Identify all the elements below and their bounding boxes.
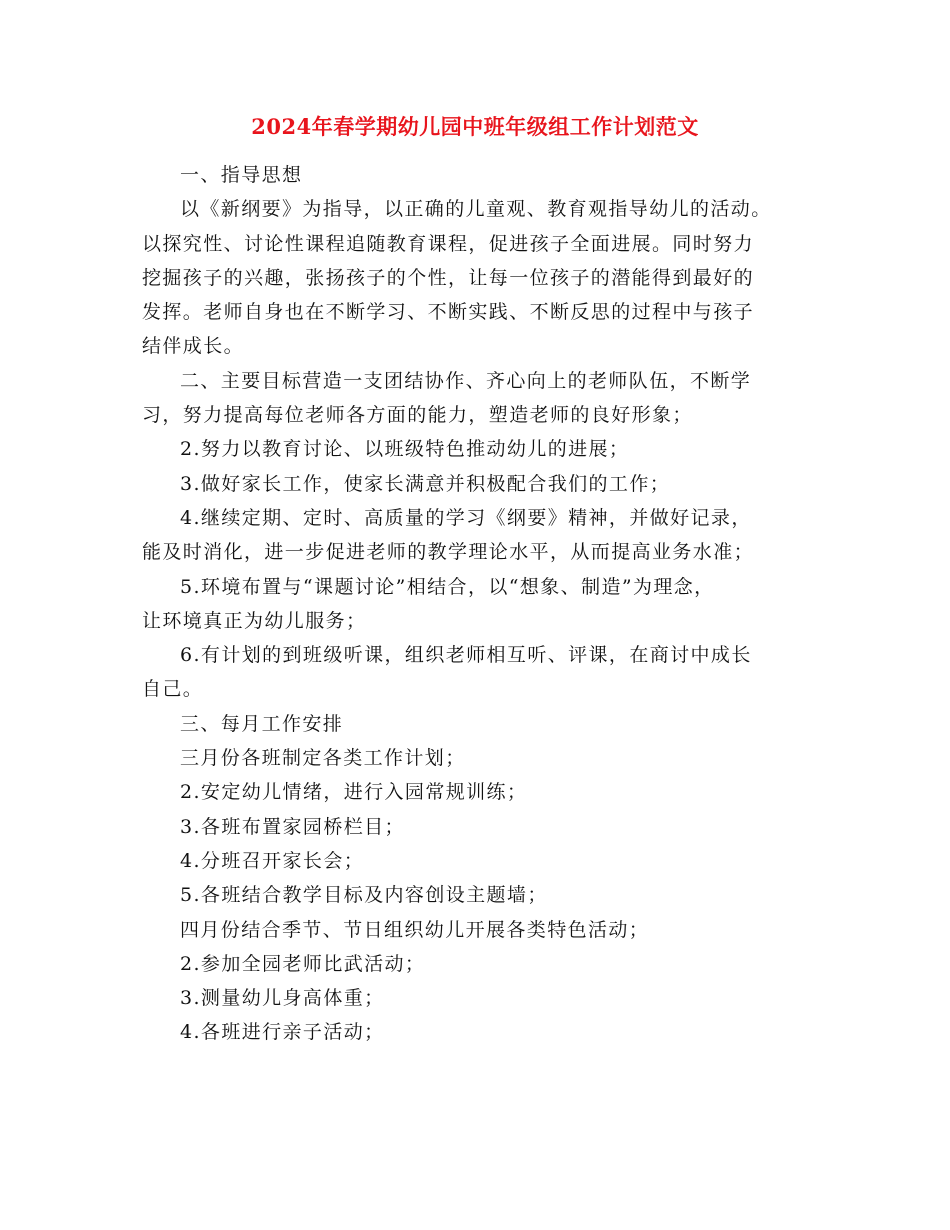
paragraph-line: 二、主要目标营造一支团结协作、齐心向上的老师队伍，不断学 — [180, 369, 752, 392]
paragraph-line: 自己。 — [142, 678, 204, 701]
paragraph-line: 以《新纲要》为指导，以正确的儿童观、教育观指导幼儿的活动。 — [180, 198, 772, 221]
paragraph-line: 能及时消化，进一步促进老师的教学理论水平，从而提高业务水准； — [142, 541, 755, 564]
paragraph — [142, 432, 802, 466]
paragraph — [142, 741, 802, 775]
paragraph — [142, 501, 802, 570]
paragraph — [142, 810, 802, 844]
paragraph-line: 3.各班布置家园桥栏目； — [180, 815, 405, 838]
paragraph — [142, 158, 802, 192]
paragraph — [142, 467, 802, 501]
paragraph — [142, 775, 802, 809]
paragraph — [142, 1015, 802, 1049]
paragraph-line: 挖掘孩子的兴趣，张扬孩子的个性，让每一位孩子的潜能得到最好的 — [142, 266, 755, 289]
paragraph-line: 4.继续定期、定时、高质量的学习《纲要》精神，并做好记录， — [180, 506, 752, 529]
paragraph — [142, 981, 802, 1015]
paragraph — [142, 570, 802, 639]
paragraph — [142, 947, 802, 981]
paragraph-line: 三、每月工作安排 — [180, 712, 344, 735]
document-body — [142, 158, 802, 1050]
paragraph-line: 一、指导思想 — [180, 164, 303, 186]
paragraph-line: 4.分班召开家长会； — [180, 849, 365, 872]
paragraph-line: 4.各班进行亲子活动； — [180, 1021, 385, 1044]
paragraph-line: 3.做好家长工作，使家长满意并积极配合我们的工作； — [180, 472, 671, 495]
paragraph-line: 5.各班结合教学目标及内容创设主题墙； — [180, 884, 548, 907]
document-title: 2024年春学期幼儿园中班年级组工作计划范文 — [251, 114, 699, 139]
paragraph — [142, 878, 802, 912]
paragraph-line: 3.测量幼儿身高体重； — [180, 987, 385, 1010]
paragraph-line: 四月份结合季节、节日组织幼儿开展各类特色活动； — [180, 918, 650, 941]
paragraph — [142, 913, 802, 947]
paragraph-line: 5.环境布置与“课题讨论”相结合，以“想象、制造”为理念， — [180, 575, 715, 598]
paragraph — [142, 844, 802, 878]
paragraph-line: 结伴成长。 — [142, 335, 245, 358]
paragraph-line: 2.参加全园老师比武活动； — [180, 952, 426, 975]
paragraph-line: 6.有计划的到班级听课，组织老师相互听、评课，在商讨中成长 — [180, 644, 752, 667]
paragraph-line: 发挥。老师自身也在不断学习、不断实践、不断反思的过程中与孩子 — [142, 301, 755, 324]
paragraph-line: 2.安定幼儿情绪，进行入园常规训练； — [180, 781, 528, 804]
paragraph-line: 习，努力提高每位老师各方面的能力，塑造老师的良好形象； — [142, 404, 693, 427]
paragraph-line: 2.努力以教育讨论、以班级特色推动幼儿的进展； — [180, 438, 630, 461]
paragraph — [142, 707, 802, 741]
paragraph — [142, 638, 802, 707]
paragraph — [142, 192, 802, 363]
paragraph — [142, 364, 802, 433]
paragraph-line: 让环境真正为幼儿服务； — [142, 609, 367, 632]
paragraph-line: 三月份各班制定各类工作计划； — [180, 747, 466, 770]
paragraph-line: 以探究性、讨论性课程追随教育课程，促进孩子全面进展。同时努力 — [142, 232, 755, 255]
